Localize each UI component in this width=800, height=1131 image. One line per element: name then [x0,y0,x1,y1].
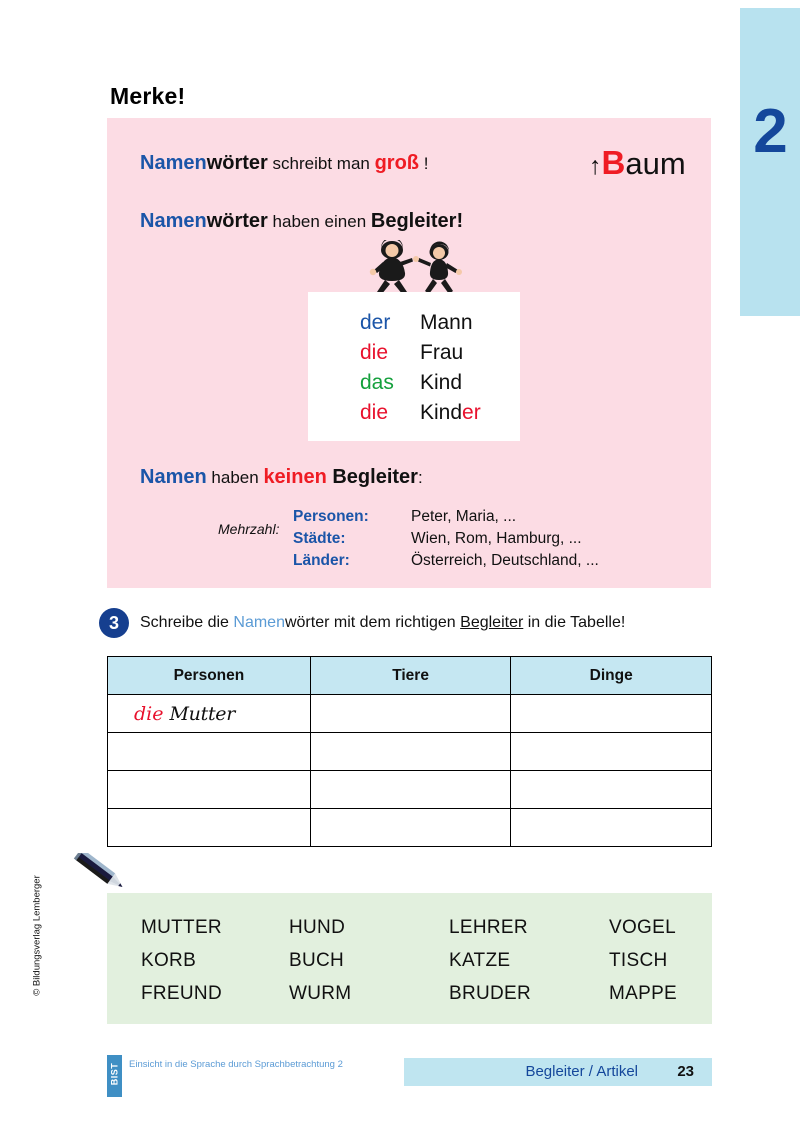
handwritten-noun: Mutter [169,702,236,725]
article-noun-suffix: er [462,401,481,424]
article-noun: Mann [420,311,473,334]
table-row [108,733,712,771]
copyright-notice: © Bildungsverlag Lemberger [31,875,43,996]
standard-description: Einsicht in die Sprache durch Sprachbetrachtung 2 [129,1059,343,1070]
rule1-woerter: wörter [206,152,268,174]
baum-rest: aum [625,146,686,181]
chapter-number: 2 [753,97,787,166]
example-row [293,506,599,528]
rule-begleiter [140,210,463,233]
table-cell-answer[interactable] [108,695,311,733]
word-bank [107,893,712,1024]
word-bank-grid [141,911,686,1010]
example-label: Personen: [293,508,369,525]
up-arrow-icon: ↑ [589,152,602,180]
name-examples-list [293,506,599,572]
word-bank-item[interactable]: LEHRER [449,916,528,938]
article-noun [420,398,481,428]
exercise-instruction [140,614,625,632]
example-row [293,528,599,550]
example-value: Wien, Rom, Hamburg, ... [411,530,582,547]
article-word: die [360,341,389,364]
instruction-mid: wörter mit dem richtigen [284,614,461,631]
instruction-namen: Namen [233,614,285,631]
table-header-tiere: Tiere [310,657,511,695]
rule-capitalization [140,152,428,175]
word-bank-item[interactable]: FREUND [141,982,222,1004]
rule2-middle: haben einen [267,212,371,231]
table-cell-answer[interactable] [511,733,712,771]
example-value: Peter, Maria, ... [411,508,517,525]
table-header-personen: Personen [108,657,311,695]
table-cell-answer[interactable] [511,809,712,847]
word-bank-item[interactable]: WURM [289,982,352,1004]
article-noun: Frau [420,341,464,364]
rule3-begleiter: Begleiter [326,466,418,488]
table-cell-answer[interactable] [310,695,511,733]
word-bank-item[interactable]: BUCH [289,949,345,971]
word-bank-item[interactable]: MAPPE [609,982,678,1004]
rule2-begleiter: Begleiter [370,210,457,232]
rule1-gross: groß [374,152,420,174]
page-number: 23 [677,1063,694,1080]
table-header-row [108,657,712,695]
instruction-begleiter: Begleiter [460,614,524,631]
article-word: die [360,401,389,424]
bist-badge-label: BIST [109,1062,120,1086]
footer-topic: Begleiter / Artikel [525,1063,638,1080]
table-header-dinge: Dinge [511,657,712,695]
article-examples-box [308,292,520,441]
rule2-suffix: ! [456,210,464,232]
table-cell-answer[interactable] [108,733,311,771]
article-row [308,338,520,368]
table-cell-answer[interactable] [310,771,511,809]
table-cell-answer[interactable] [511,695,712,733]
handwritten-article: die [134,702,164,725]
bist-badge [107,1055,122,1097]
merke-panel [107,118,711,588]
rule1-suffix: ! [419,154,429,173]
rule1-middle: schreibt man [267,154,375,173]
table-cell-answer[interactable] [511,771,712,809]
merke-title: Merke! [110,83,186,109]
rule3-namen: Namen [140,466,207,488]
answer-table[interactable] [107,656,712,847]
table-cell-answer[interactable] [108,771,311,809]
instruction-pre: Schreibe die [140,614,234,631]
rule3-keinen: keinen [263,466,327,488]
article-noun-stem: Kind [420,401,463,424]
two-people-icon [359,240,469,300]
word-bank-item[interactable]: KATZE [449,949,511,971]
instruction-post: in die Tabelle! [523,614,626,631]
table-row [108,809,712,847]
baum-initial: B [601,144,626,181]
article-row-plural [308,398,520,428]
rule1-namen: Namen [140,152,207,174]
rule2-woerter: wörter [206,210,268,232]
article-noun: Kind [420,371,463,394]
table-cell-answer[interactable] [108,809,311,847]
table-cell-answer[interactable] [310,733,511,771]
example-label: Städte: [293,530,346,547]
rule-namen-no-article [140,466,423,489]
article-row [308,368,520,398]
table-row [108,695,712,733]
rule3-suffix: : [417,468,423,487]
mehrzahl-label: Mehrzahl: [218,521,280,537]
article-row [308,308,520,338]
word-bank-item[interactable]: KORB [141,949,197,971]
word-bank-item[interactable]: BRUDER [449,982,532,1004]
word-bank-item[interactable]: VOGEL [609,916,676,938]
footer-bar [404,1058,712,1086]
table-row [108,771,712,809]
article-word: das [360,371,394,394]
example-value: Österreich, Deutschland, ... [411,552,599,569]
rule3-haben: haben [206,468,264,487]
baum-example [589,144,686,182]
example-row [293,550,599,572]
rule2-namen: Namen [140,210,207,232]
word-bank-item[interactable]: TISCH [609,949,668,971]
word-bank-item[interactable]: MUTTER [141,916,222,938]
exercise-number-badge: 3 [99,608,129,638]
article-word: der [360,311,391,334]
table-cell-answer[interactable] [310,809,511,847]
chapter-tab [740,8,800,316]
example-label: Länder: [293,552,350,569]
word-bank-item[interactable]: HUND [289,916,346,938]
